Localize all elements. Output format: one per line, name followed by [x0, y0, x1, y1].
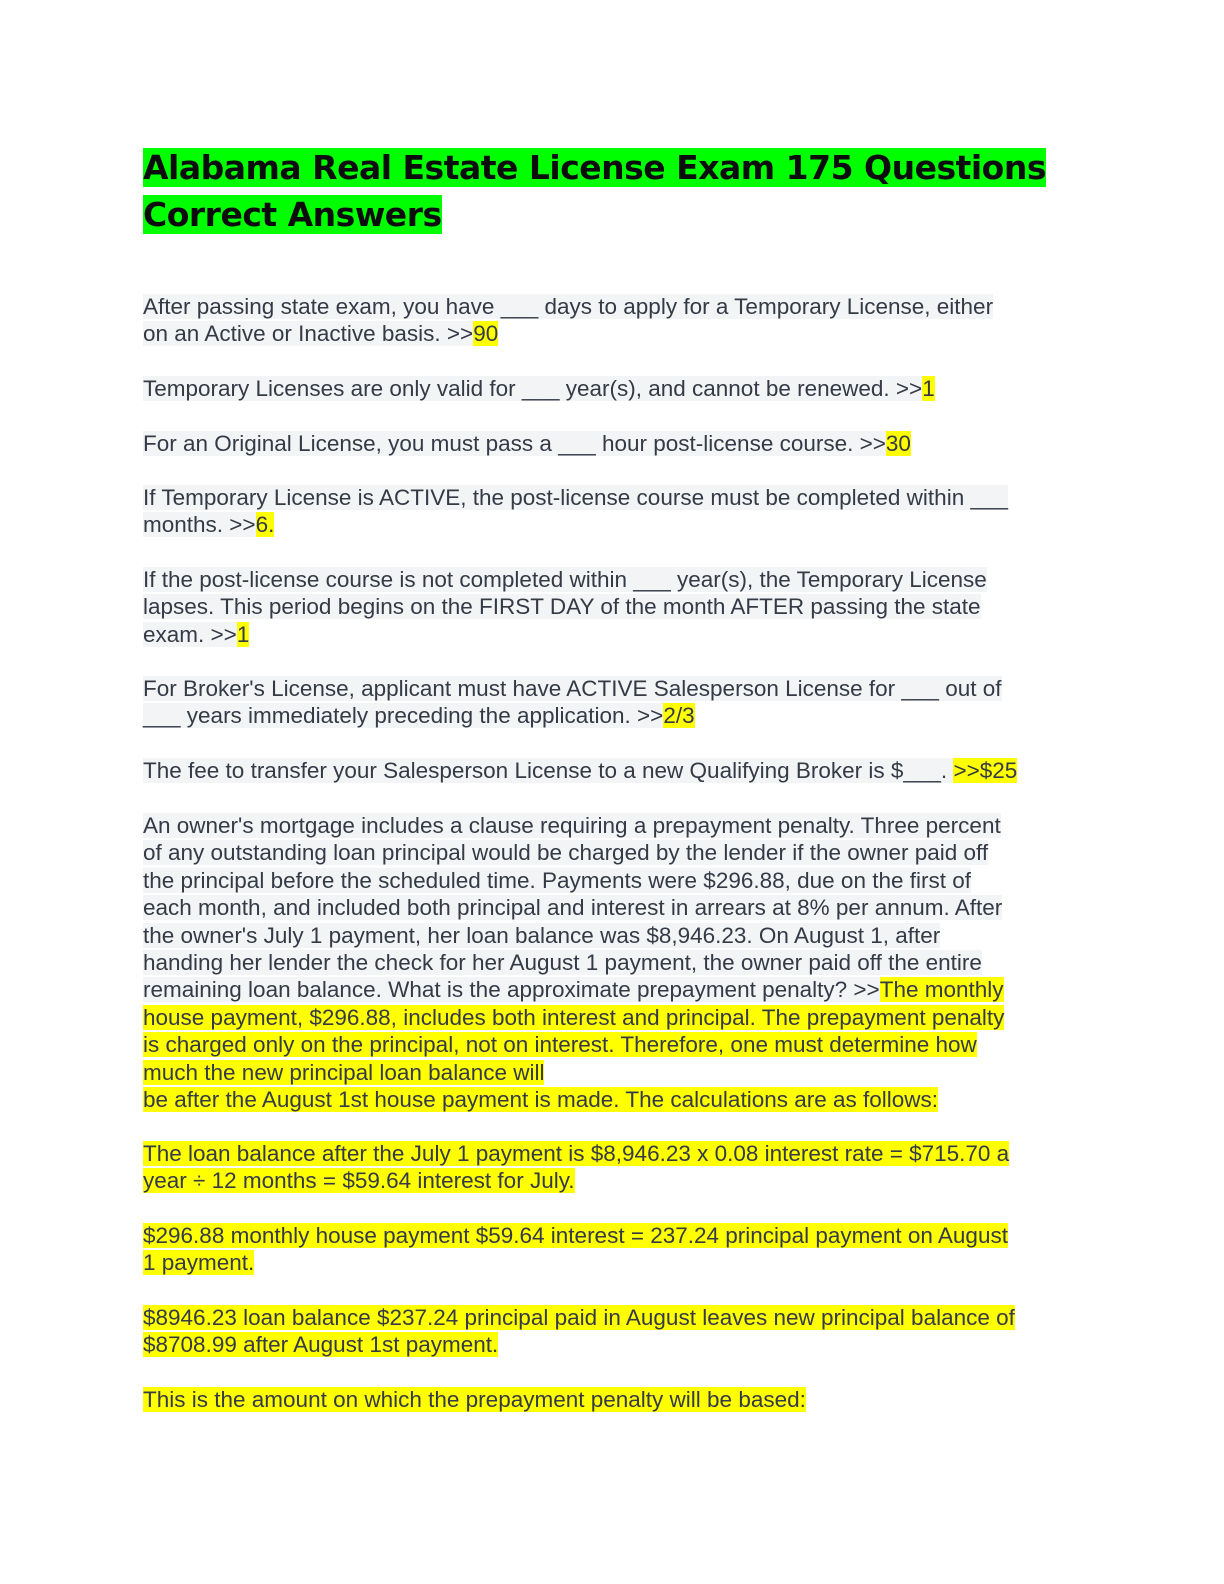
answer-highlight: be after the August 1st house payment is made. The calculations are as follows:: [143, 1087, 939, 1113]
calculation-paragraph: [143, 1140, 1078, 1195]
question-text: Temporary Licenses are only valid for ___ year(s), and cannot be renewed. >>: [143, 376, 923, 401]
answer-highlight: 90: [473, 321, 499, 347]
answer-highlight: 30: [885, 431, 911, 456]
question-text: ___ years immediately preceding the application. >>: [143, 703, 664, 729]
answer-highlight: $296.88 monthly house payment $59.64 interest = 237.24 principal payment on August: [143, 1223, 1008, 1248]
question-item: [143, 430, 1078, 457]
question-text: exam. >>: [143, 621, 237, 647]
question-text: If the post-license course is not completed within ___ year(s), the Temporary License: [143, 567, 987, 592]
question-text: For an Original License, you must pass a ___ hour post-license course. >>: [143, 431, 886, 456]
question-text: the principal before the scheduled time. Payments were $296.88, due on the first of: [143, 867, 971, 893]
calculation-paragraph: [143, 1304, 1078, 1359]
answer-highlight: 1: [236, 621, 250, 647]
question-text: of any outstanding loan principal would be charged by the lender if the owner paid off: [143, 840, 989, 866]
question-text: An owner's mortgage includes a clause requiring a prepayment penalty. Three percent: [143, 813, 1001, 838]
answer-highlight: house payment, $296.88, includes both interest and principal. The prepayment penalty: [143, 1004, 1005, 1030]
answer-highlight: 6.: [255, 512, 275, 538]
question-text: the owner's July 1 payment, her loan balance was $8,946.23. On August 1, after: [143, 922, 941, 948]
document-title: [143, 144, 1083, 238]
answer-highlight: is charged only on the principal, not on interest. Therefore, one must determine how: [143, 1032, 977, 1058]
answer-highlight: 1 payment.: [143, 1250, 255, 1276]
answer-highlight: >>$25: [953, 758, 1018, 783]
answer-highlight: This is the amount on which the prepayment penalty will be based:: [143, 1387, 806, 1412]
question-item: [143, 293, 1078, 348]
question-text: After passing state exam, you have ___ days to apply for a Temporary License, either: [143, 294, 994, 319]
question-item: [143, 375, 1078, 402]
answer-highlight: much the new principal loan balance will: [143, 1059, 545, 1085]
answer-highlight: $8708.99 after August 1st payment.: [143, 1332, 499, 1358]
question-text: lapses. This period begins on the FIRST DAY of the month AFTER passing the state: [143, 594, 981, 620]
calculation-paragraph: [143, 1222, 1078, 1277]
calculation-paragraph: [143, 1386, 1078, 1413]
answer-highlight: The monthly: [879, 977, 1004, 1003]
question-text: For Broker's License, applicant must have ACTIVE Salesperson License for ___ out of: [143, 676, 1002, 701]
answer-highlight: 1: [922, 376, 935, 401]
question-text: If Temporary License is ACTIVE, the post-license course must be completed within ___: [143, 485, 1008, 510]
question-text: The fee to transfer your Salesperson License to a new Qualifying Broker is $___.: [143, 758, 954, 783]
answer-highlight: year ÷ 12 months = $59.64 interest for July.: [143, 1168, 575, 1194]
answer-highlight: 2/3: [663, 703, 695, 729]
question-text: months. >>: [143, 512, 256, 538]
answer-highlight: $8946.23 loan balance $237.24 principal paid in August leaves new principal balance of: [143, 1305, 1015, 1330]
title-line-2: Correct Answers: [143, 195, 442, 234]
question-item-long: [143, 812, 1078, 1113]
question-item: [143, 566, 1078, 648]
question-text: remaining loan balance. What is the approximate prepayment penalty? >>: [143, 977, 880, 1003]
question-item: [143, 675, 1078, 730]
question-item: [143, 484, 1078, 539]
title-line-1: Alabama Real Estate License Exam 175 Questions: [143, 148, 1046, 187]
question-text: each month, and included both principal and interest in arrears at 8% per annum. After: [143, 895, 1003, 921]
answer-highlight: The loan balance after the July 1 payment is $8,946.23 x 0.08 interest rate = $715.70 a: [143, 1141, 1010, 1166]
question-text: handing her lender the check for her August 1 payment, the owner paid off the entire: [143, 950, 982, 976]
question-text: on an Active or Inactive basis. >>: [143, 321, 474, 347]
question-item: [143, 757, 1078, 784]
